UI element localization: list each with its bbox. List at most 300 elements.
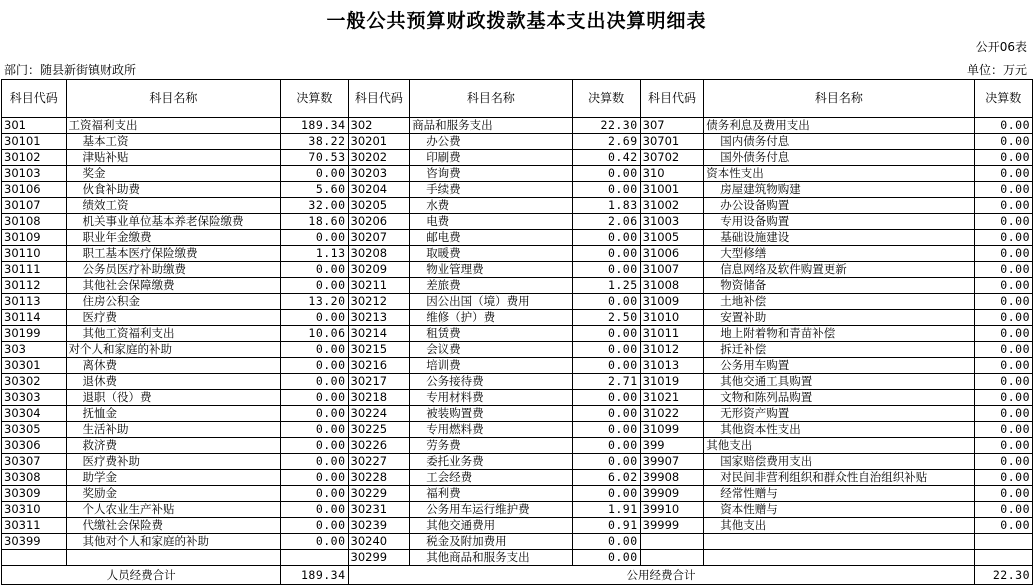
cell-code: 30302 xyxy=(2,374,67,390)
cell-code: 30224 xyxy=(348,406,410,422)
cell-code: 30701 xyxy=(640,134,704,150)
table-row xyxy=(2,326,1033,342)
cell-name: 手续费 xyxy=(410,182,572,198)
cell-name: 因公出国（境）费用 xyxy=(410,294,572,310)
cell-name: 公务用车购置 xyxy=(704,358,974,374)
cell-amount: 32.00 xyxy=(281,198,348,214)
cell-amount: 0.00 xyxy=(572,294,640,310)
table-row xyxy=(2,470,1033,486)
cell-name: 救济费 xyxy=(66,438,281,454)
cell-amount: 0.00 xyxy=(281,390,348,406)
cell-amount: 189.34 xyxy=(281,118,348,134)
cell-amount: 0.00 xyxy=(572,486,640,502)
cell-name: 其他交通费用 xyxy=(410,518,572,534)
cell-code: 310 xyxy=(640,166,704,182)
cell-name: 基本工资 xyxy=(66,134,281,150)
cell-name: 退休费 xyxy=(66,374,281,390)
cell-code: 30309 xyxy=(2,486,67,502)
cell-code: 30203 xyxy=(348,166,410,182)
cell-code: 30299 xyxy=(348,550,410,566)
cell-amount: 0.00 xyxy=(974,246,1032,262)
cell-name: 代缴社会保险费 xyxy=(66,518,281,534)
cell-code: 30217 xyxy=(348,374,410,390)
cell-code: 30311 xyxy=(2,518,67,534)
cell-code: 31099 xyxy=(640,422,704,438)
cell-amount: 1.91 xyxy=(572,502,640,518)
cell-code: 31021 xyxy=(640,390,704,406)
cell-amount: 0.00 xyxy=(572,454,640,470)
cell-name: 抚恤金 xyxy=(66,406,281,422)
cell-code xyxy=(640,534,704,550)
cell-code: 30108 xyxy=(2,214,67,230)
cell-amount: 0.00 xyxy=(281,278,348,294)
cell-code: 30206 xyxy=(348,214,410,230)
table-row xyxy=(2,486,1033,502)
cell-amount: 0.00 xyxy=(572,230,640,246)
cell-code: 31001 xyxy=(640,182,704,198)
cell-amount: 0.00 xyxy=(572,326,640,342)
cell-code: 30216 xyxy=(348,358,410,374)
cell-amount: 0.00 xyxy=(974,454,1032,470)
cell-code: 30215 xyxy=(348,342,410,358)
table-row xyxy=(2,166,1033,182)
cell-code: 30399 xyxy=(2,534,67,550)
cell-amount: 0.00 xyxy=(974,326,1032,342)
cell-name: 国外债务付息 xyxy=(704,150,974,166)
cell-code: 30202 xyxy=(348,150,410,166)
cell-amount: 0.00 xyxy=(572,422,640,438)
cell-amount: 0.00 xyxy=(281,358,348,374)
cell-name: 其他支出 xyxy=(704,438,974,454)
cell-code: 31007 xyxy=(640,262,704,278)
cell-name: 其他商品和服务支出 xyxy=(410,550,572,566)
cell-amount: 0.00 xyxy=(572,342,640,358)
cell-code: 31005 xyxy=(640,230,704,246)
cell-code: 30101 xyxy=(2,134,67,150)
cell-amount: 0.00 xyxy=(281,262,348,278)
header-code-1: 科目代码 xyxy=(2,80,67,118)
cell-name: 其他社会保障缴费 xyxy=(66,278,281,294)
table-row xyxy=(2,182,1033,198)
cell-name: 医疗费补助 xyxy=(66,454,281,470)
cell-name: 国家赔偿费用支出 xyxy=(704,454,974,470)
cell-name: 水费 xyxy=(410,198,572,214)
cell-name: 专用设备购置 xyxy=(704,214,974,230)
cell-name: 离休费 xyxy=(66,358,281,374)
cell-code: 30702 xyxy=(640,150,704,166)
cell-code: 30109 xyxy=(2,230,67,246)
cell-name: 大型修缮 xyxy=(704,246,974,262)
table-row xyxy=(2,390,1033,406)
cell-code: 30207 xyxy=(348,230,410,246)
cell-amount: 22.30 xyxy=(572,118,640,134)
cell-code: 30305 xyxy=(2,422,67,438)
cell-code: 302 xyxy=(348,118,410,134)
expenditure-table xyxy=(1,79,1033,585)
cell-name: 个人农业生产补贴 xyxy=(66,502,281,518)
table-row xyxy=(2,518,1033,534)
cell-name: 取暖费 xyxy=(410,246,572,262)
cell-code: 30310 xyxy=(2,502,67,518)
cell-code: 31002 xyxy=(640,198,704,214)
cell-name: 对个人和家庭的补助 xyxy=(66,342,281,358)
table-code: 公开06表 xyxy=(975,40,1027,54)
cell-amount: 0.00 xyxy=(974,438,1032,454)
header-amount-3: 决算数 xyxy=(974,80,1032,118)
cell-amount: 1.13 xyxy=(281,246,348,262)
cell-amount: 38.22 xyxy=(281,134,348,150)
cell-name: 地上附着物和青苗补偿 xyxy=(704,326,974,342)
unit-label: 单位：万元 xyxy=(966,63,1027,77)
header-name-3: 科目名称 xyxy=(704,80,974,118)
cell-code: 30201 xyxy=(348,134,410,150)
header-name-2: 科目名称 xyxy=(410,80,572,118)
cell-name: 被装购置费 xyxy=(410,406,572,422)
cell-amount: 0.91 xyxy=(572,518,640,534)
cell-name: 资本性支出 xyxy=(704,166,974,182)
header-amount-2: 决算数 xyxy=(572,80,640,118)
table-row xyxy=(2,438,1033,454)
cell-amount: 0.00 xyxy=(281,342,348,358)
cell-name: 机关事业单位基本养老保险缴费 xyxy=(66,214,281,230)
cell-amount: 6.02 xyxy=(572,470,640,486)
cell-name: 办公设备购置 xyxy=(704,198,974,214)
cell-code: 31003 xyxy=(640,214,704,230)
cell-name: 无形资产购置 xyxy=(704,406,974,422)
cell-code: 31006 xyxy=(640,246,704,262)
cell-amount: 0.00 xyxy=(281,438,348,454)
cell-amount: 13.20 xyxy=(281,294,348,310)
cell-name: 其他对个人和家庭的补助 xyxy=(66,534,281,550)
cell-amount: 0.00 xyxy=(974,406,1032,422)
cell-amount: 0.00 xyxy=(974,294,1032,310)
cell-name: 商品和服务支出 xyxy=(410,118,572,134)
cell-amount: 5.60 xyxy=(281,182,348,198)
cell-name: 债务利息及费用支出 xyxy=(704,118,974,134)
cell-name xyxy=(704,534,974,550)
cell-name: 生活补助 xyxy=(66,422,281,438)
table-row xyxy=(2,342,1033,358)
cell-name xyxy=(66,550,281,566)
cell-name: 物资储备 xyxy=(704,278,974,294)
cell-amount xyxy=(974,550,1032,566)
cell-name xyxy=(704,550,974,566)
cell-name: 公务接待费 xyxy=(410,374,572,390)
table-row xyxy=(2,278,1033,294)
cell-name: 差旅费 xyxy=(410,278,572,294)
cell-code: 30301 xyxy=(2,358,67,374)
cell-amount: 70.53 xyxy=(281,150,348,166)
header-row xyxy=(2,80,1033,118)
table-row xyxy=(2,230,1033,246)
cell-name: 退职（役）费 xyxy=(66,390,281,406)
cell-code: 30107 xyxy=(2,198,67,214)
cell-name: 其他工资福利支出 xyxy=(66,326,281,342)
cell-name: 对民间非营利组织和群众性自治组织补贴 xyxy=(704,470,974,486)
cell-code: 30214 xyxy=(348,326,410,342)
cell-amount: 0.00 xyxy=(974,262,1032,278)
cell-amount: 0.00 xyxy=(974,278,1032,294)
cell-code: 31012 xyxy=(640,342,704,358)
cell-code: 30228 xyxy=(348,470,410,486)
cell-amount: 0.00 xyxy=(974,390,1032,406)
cell-amount: 0.42 xyxy=(572,150,640,166)
cell-amount: 0.00 xyxy=(974,422,1032,438)
cell-name: 物业管理费 xyxy=(410,262,572,278)
cell-name: 邮电费 xyxy=(410,230,572,246)
table-row xyxy=(2,294,1033,310)
cell-name: 电费 xyxy=(410,214,572,230)
cell-code: 30213 xyxy=(348,310,410,326)
personnel-total-label: 人员经费合计 xyxy=(2,566,281,585)
cell-name: 基础设施建设 xyxy=(704,230,974,246)
table-row xyxy=(2,454,1033,470)
cell-code: 30227 xyxy=(348,454,410,470)
cell-amount: 1.25 xyxy=(572,278,640,294)
cell-amount xyxy=(974,534,1032,550)
table-row xyxy=(2,262,1033,278)
cell-code: 30208 xyxy=(348,246,410,262)
cell-amount: 0.00 xyxy=(281,486,348,502)
cell-amount: 0.00 xyxy=(974,310,1032,326)
table-row xyxy=(2,310,1033,326)
cell-code: 30308 xyxy=(2,470,67,486)
cell-name: 奖励金 xyxy=(66,486,281,502)
cell-name: 津贴补贴 xyxy=(66,150,281,166)
cell-code: 31019 xyxy=(640,374,704,390)
cell-code xyxy=(640,550,704,566)
cell-code: 30212 xyxy=(348,294,410,310)
cell-amount: 0.00 xyxy=(974,166,1032,182)
cell-amount: 2.06 xyxy=(572,214,640,230)
table-row xyxy=(2,358,1033,374)
cell-name: 土地补偿 xyxy=(704,294,974,310)
cell-amount: 0.00 xyxy=(572,262,640,278)
cell-name: 税金及附加费用 xyxy=(410,534,572,550)
personnel-total-value: 189.34 xyxy=(281,566,348,585)
cell-name: 职工基本医疗保险缴费 xyxy=(66,246,281,262)
cell-name: 租赁费 xyxy=(410,326,572,342)
cell-amount: 10.06 xyxy=(281,326,348,342)
cell-code: 30304 xyxy=(2,406,67,422)
cell-code: 31008 xyxy=(640,278,704,294)
cell-name: 公务员医疗补助缴费 xyxy=(66,262,281,278)
cell-amount: 0.00 xyxy=(974,342,1032,358)
cell-amount: 0.00 xyxy=(974,214,1032,230)
cell-amount: 0.00 xyxy=(281,374,348,390)
cell-amount: 0.00 xyxy=(974,198,1032,214)
cell-name: 工资福利支出 xyxy=(66,118,281,134)
cell-name: 房屋建筑物购建 xyxy=(704,182,974,198)
cell-amount: 0.00 xyxy=(974,182,1032,198)
cell-amount: 0.00 xyxy=(572,358,640,374)
cell-code: 30231 xyxy=(348,502,410,518)
cell-code: 31022 xyxy=(640,406,704,422)
cell-name: 国内债务付息 xyxy=(704,134,974,150)
table-row xyxy=(2,422,1033,438)
cell-name: 伙食补助费 xyxy=(66,182,281,198)
cell-code: 30226 xyxy=(348,438,410,454)
table-row xyxy=(2,502,1033,518)
cell-code: 30102 xyxy=(2,150,67,166)
cell-code: 30112 xyxy=(2,278,67,294)
header-code-3: 科目代码 xyxy=(640,80,704,118)
cell-name: 专用材料费 xyxy=(410,390,572,406)
cell-amount: 1.83 xyxy=(572,198,640,214)
cell-amount: 0.00 xyxy=(572,166,640,182)
table-row xyxy=(2,550,1033,566)
cell-amount: 0.00 xyxy=(974,374,1032,390)
cell-name: 文物和陈列品购置 xyxy=(704,390,974,406)
cell-name: 印刷费 xyxy=(410,150,572,166)
cell-name: 会议费 xyxy=(410,342,572,358)
cell-code: 30211 xyxy=(348,278,410,294)
cell-amount: 0.00 xyxy=(974,118,1032,134)
cell-amount: 0.00 xyxy=(281,502,348,518)
table-row xyxy=(2,214,1033,230)
cell-amount: 0.00 xyxy=(572,182,640,198)
cell-name: 维修（护）费 xyxy=(410,310,572,326)
cell-code: 30199 xyxy=(2,326,67,342)
cell-amount: 0.00 xyxy=(281,406,348,422)
cell-code: 39999 xyxy=(640,518,704,534)
cell-name: 专用燃料费 xyxy=(410,422,572,438)
cell-code: 30205 xyxy=(348,198,410,214)
cell-amount: 0.00 xyxy=(281,518,348,534)
cell-code: 30204 xyxy=(348,182,410,198)
cell-code: 31010 xyxy=(640,310,704,326)
totals-row xyxy=(2,566,1033,585)
header-amount-1: 决算数 xyxy=(281,80,348,118)
cell-amount: 0.00 xyxy=(281,230,348,246)
table-row xyxy=(2,198,1033,214)
cell-code: 39909 xyxy=(640,486,704,502)
cell-amount: 0.00 xyxy=(974,518,1032,534)
table-row xyxy=(2,134,1033,150)
cell-code: 30110 xyxy=(2,246,67,262)
cell-code: 30239 xyxy=(348,518,410,534)
cell-code: 30103 xyxy=(2,166,67,182)
cell-name: 劳务费 xyxy=(410,438,572,454)
cell-name: 工会经费 xyxy=(410,470,572,486)
cell-name: 经常性赠与 xyxy=(704,486,974,502)
cell-amount: 0.00 xyxy=(281,422,348,438)
cell-code: 30209 xyxy=(348,262,410,278)
cell-code: 30114 xyxy=(2,310,67,326)
cell-code: 39908 xyxy=(640,470,704,486)
cell-code: 303 xyxy=(2,342,67,358)
cell-name: 咨询费 xyxy=(410,166,572,182)
cell-name: 拆迁补偿 xyxy=(704,342,974,358)
cell-code: 31011 xyxy=(640,326,704,342)
cell-code: 30303 xyxy=(2,390,67,406)
table-body xyxy=(2,80,1033,566)
cell-code: 399 xyxy=(640,438,704,454)
cell-name: 医疗费 xyxy=(66,310,281,326)
cell-name: 奖金 xyxy=(66,166,281,182)
cell-name: 培训费 xyxy=(410,358,572,374)
header-name-1: 科目名称 xyxy=(66,80,281,118)
cell-amount: 0.00 xyxy=(572,406,640,422)
public-total-value: 22.30 xyxy=(974,566,1032,585)
header-code-2: 科目代码 xyxy=(348,80,410,118)
table-row xyxy=(2,406,1033,422)
cell-amount: 18.60 xyxy=(281,214,348,230)
cell-name: 办公费 xyxy=(410,134,572,150)
cell-amount: 0.00 xyxy=(974,134,1032,150)
cell-amount: 0.00 xyxy=(974,486,1032,502)
table-row xyxy=(2,534,1033,550)
cell-code: 30225 xyxy=(348,422,410,438)
cell-name: 福利费 xyxy=(410,486,572,502)
cell-amount: 2.69 xyxy=(572,134,640,150)
cell-name: 公务用车运行维护费 xyxy=(410,502,572,518)
cell-amount: 0.00 xyxy=(572,246,640,262)
cell-code: 30306 xyxy=(2,438,67,454)
cell-name: 资本性赠与 xyxy=(704,502,974,518)
cell-code: 30229 xyxy=(348,486,410,502)
cell-name: 绩效工资 xyxy=(66,198,281,214)
cell-code: 30240 xyxy=(348,534,410,550)
cell-name: 其他资本性支出 xyxy=(704,422,974,438)
cell-code: 31013 xyxy=(640,358,704,374)
cell-amount: 0.00 xyxy=(572,550,640,566)
cell-amount: 0.00 xyxy=(281,166,348,182)
cell-name: 信息网络及软件购置更新 xyxy=(704,262,974,278)
table-row xyxy=(2,374,1033,390)
cell-amount: 0.00 xyxy=(974,358,1032,374)
cell-code xyxy=(2,550,67,566)
cell-name: 其他支出 xyxy=(704,518,974,534)
cell-amount: 0.00 xyxy=(974,502,1032,518)
cell-name: 安置补助 xyxy=(704,310,974,326)
cell-amount: 2.50 xyxy=(572,310,640,326)
cell-name: 其他交通工具购置 xyxy=(704,374,974,390)
cell-amount: 0.00 xyxy=(974,230,1032,246)
table-row xyxy=(2,150,1033,166)
table-row xyxy=(2,118,1033,134)
page-title: 一般公共预算财政拨款基本支出决算明细表 xyxy=(326,10,707,32)
cell-name: 住房公积金 xyxy=(66,294,281,310)
cell-amount: 0.00 xyxy=(974,150,1032,166)
cell-amount: 0.00 xyxy=(572,534,640,550)
cell-code: 30113 xyxy=(2,294,67,310)
cell-code: 31009 xyxy=(640,294,704,310)
cell-code: 301 xyxy=(2,118,67,134)
cell-amount: 0.00 xyxy=(281,454,348,470)
cell-amount: 2.71 xyxy=(572,374,640,390)
table-row xyxy=(2,246,1033,262)
cell-code: 30106 xyxy=(2,182,67,198)
cell-name: 委托业务费 xyxy=(410,454,572,470)
cell-amount: 0.00 xyxy=(572,438,640,454)
cell-code: 39910 xyxy=(640,502,704,518)
cell-name: 职业年金缴费 xyxy=(66,230,281,246)
cell-code: 30111 xyxy=(2,262,67,278)
cell-amount: 0.00 xyxy=(281,534,348,550)
cell-amount xyxy=(281,550,348,566)
department-label: 部门：随县新街镇财政所 xyxy=(4,63,137,77)
public-total-label: 公用经费合计 xyxy=(348,566,974,585)
cell-code: 30307 xyxy=(2,454,67,470)
cell-name: 助学金 xyxy=(66,470,281,486)
cell-code: 30218 xyxy=(348,390,410,406)
cell-code: 307 xyxy=(640,118,704,134)
cell-amount: 0.00 xyxy=(281,470,348,486)
cell-amount: 0.00 xyxy=(281,310,348,326)
cell-code: 39907 xyxy=(640,454,704,470)
cell-amount: 0.00 xyxy=(974,470,1032,486)
